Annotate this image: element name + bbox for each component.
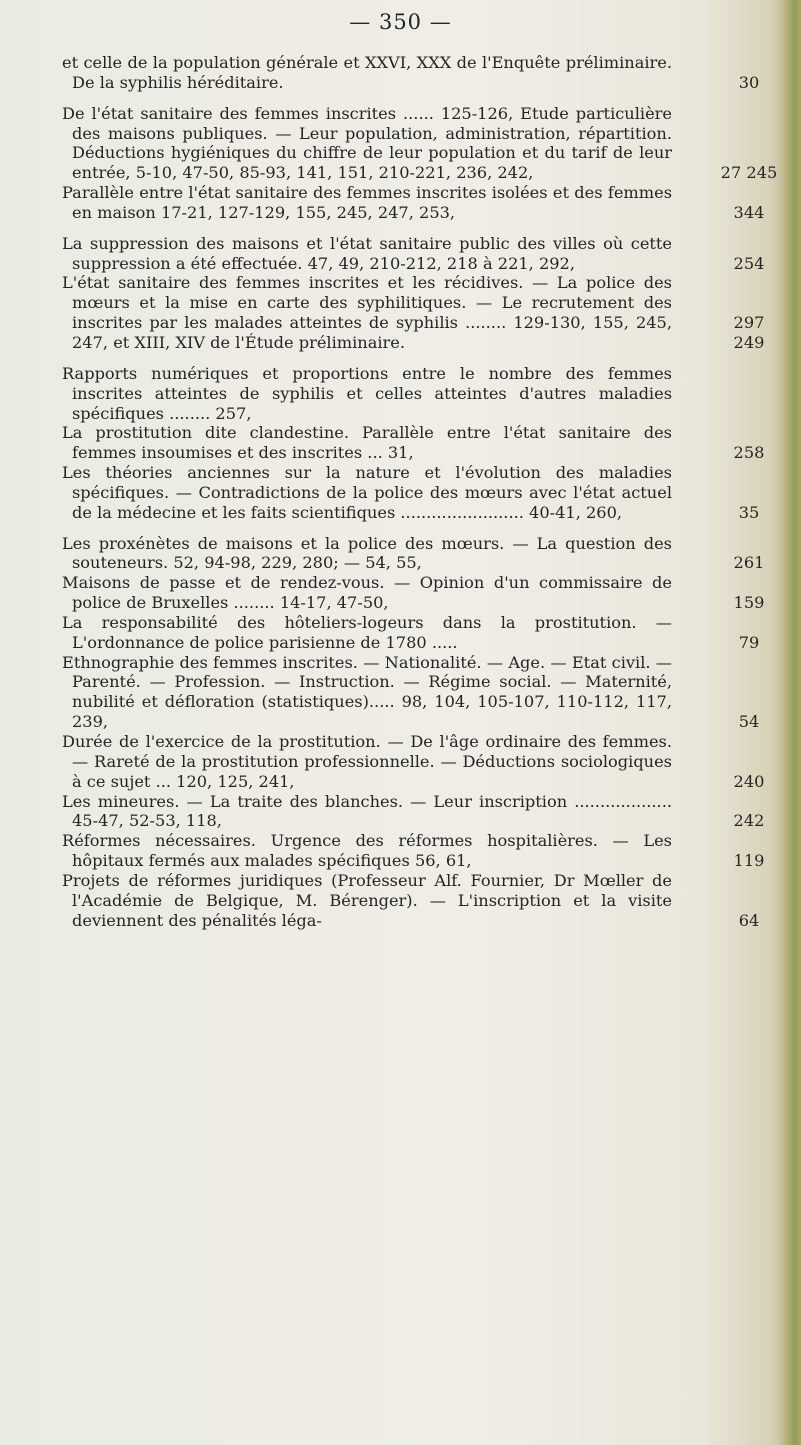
entry-page-ref: 344: [733, 202, 765, 222]
index-entry: [0, 273, 801, 352]
entry-text: L'état sanitaire des femmes inscrites et les récidives. — La police des mœurs et la mise en carte des syphilitiques. — Le recrutement des inscrites par les malades atteintes de syphilis ........ 129-130, 155, 245, 247, et XIII, XIV de l'Étude préliminaire.: [62, 273, 672, 352]
index-entry: [0, 573, 801, 613]
entry-page-ref: 79: [738, 632, 760, 652]
entry-text: Les proxénètes de maisons et la police des mœurs. — La question des souteneurs. 52, 94-98, 229, 280; — 54, 55,: [62, 533, 672, 573]
entry-page-ref: 261: [733, 553, 765, 573]
entry-text: Les mineures. — La traite des blanches. — Leur inscription ................... 45-47, 52-53, 118,: [62, 791, 672, 831]
index-entries: [0, 53, 801, 930]
entry-page-ref: 159: [733, 593, 765, 613]
page-number: — 350 —: [349, 10, 452, 34]
entry-page-ref: 27 245: [720, 163, 778, 183]
entry-page-ref: 254: [733, 253, 765, 273]
index-entry: [0, 732, 801, 792]
entry-text: La responsabilité des hôteliers-logeurs dans la prostitution. — L'ordonnance de police parisienne de 1780 .....: [62, 612, 672, 652]
entry-page-ref: 119: [733, 851, 765, 871]
index-entry: [0, 463, 801, 523]
index-entry: [0, 871, 801, 931]
entry-page-ref: 54: [738, 712, 760, 732]
entry-text: La suppression des maisons et l'état sanitaire public des villes où cette suppression a été effectuée. 47, 49, 210-212, 218 à 221, 292,: [62, 233, 672, 273]
entry-text: Maisons de passe et de rendez-vous. — Opinion d'un commissaire de police de Bruxelles ........ 14-17, 47-50,: [62, 573, 672, 613]
index-entry: [0, 53, 801, 93]
entry-page-ref: 35: [738, 502, 760, 522]
index-entry: [0, 831, 801, 871]
entry-page-ref: 297 249: [733, 313, 765, 352]
index-entry: [0, 364, 801, 424]
entry-text: Parallèle entre l'état sanitaire des femmes inscrites isolées et des femmes en maison 17-21, 127-129, 155, 245, 247, 253,: [62, 183, 672, 222]
entry-page-ref: 258: [733, 443, 765, 463]
entry-text: Rapports numériques et proportions entre le nombre des femmes inscrites atteintes de syphilis et celles atteintes d'autres maladies spécifiques ........ 257,: [62, 363, 672, 423]
index-entry: [0, 613, 801, 653]
entry-text: et celle de la population générale et XXVI, XXX de l'Enquête préliminaire. De la syphilis héréditaire.: [62, 53, 672, 92]
entry-text: Réformes nécessaires. Urgence des réformes hospitalières. — Les hôpitaux fermés aux malades spécifiques 56, 61,: [62, 831, 672, 871]
index-entry: [0, 183, 801, 223]
entry-page-ref: 242: [733, 811, 765, 831]
entry-text: Ethnographie des femmes inscrites. — Nationalité. — Age. — Etat civil. — Parenté. — Profession. — Instruction. — Régime social. — Maternité, nubilité et défloration (statistiques)..... 98, 104, 105-107, 110-112, 117, 239,: [62, 652, 672, 732]
entry-page-ref: 240: [733, 771, 765, 791]
entry-page-ref: 30: [738, 72, 760, 92]
entry-text: La prostitution dite clandestine. Parallèle entre l'état sanitaire des femmes insoumises et des inscrites ... 31,: [62, 423, 672, 463]
entry-text: Les théories anciennes sur la nature et l'évolution des maladies spécifiques. — Contradictions de la police des mœurs avec l'état actuel de la médecine et les faits scientifiques ........................ 40-41, 260,: [62, 463, 672, 522]
entry-text: Durée de l'exercice de la prostitution. — De l'âge ordinaire des femmes. — Rareté de la prostitution professionnelle. — Déductions sociologiques à ce sujet ... 120, 125, 241,: [62, 732, 672, 791]
entry-page-ref: 64: [738, 910, 760, 930]
index-entry: [0, 653, 801, 732]
index-entry: [0, 792, 801, 832]
index-entry: [0, 423, 801, 463]
index-entry: [0, 534, 801, 574]
index-entry: [0, 234, 801, 274]
entry-text: Projets de réformes juridiques (Professeur Alf. Fournier, Dr Mœller de l'Académie de Belgique, M. Bérenger). — L'inscription et la visite deviennent des pénalités léga-: [62, 870, 672, 930]
entry-text: De l'état sanitaire des femmes inscrites ...... 125-126, Etude particulière des maisons publiques. — Leur population, administration, répartition. Déductions hygiéniques du chiffre de leur population et du tarif de leur entrée, 5-10, 47-50, 85-93, 141, 151, 210-221, 236, 242,: [62, 103, 672, 183]
index-entry: [0, 104, 801, 183]
